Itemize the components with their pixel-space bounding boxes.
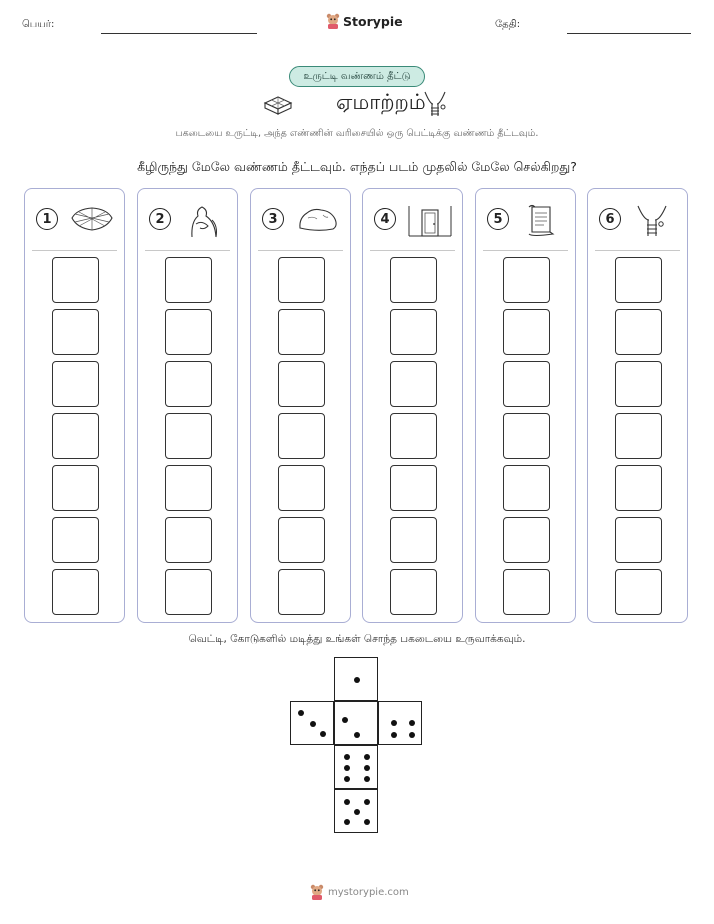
color-box[interactable] [615,465,662,511]
dice-pip [344,754,350,760]
dice-pip [364,819,370,825]
column-number: 2 [149,208,171,230]
color-box[interactable] [165,257,212,303]
color-box[interactable] [52,257,99,303]
dice-pip [298,710,304,716]
color-box[interactable] [503,309,550,355]
instruction-text: பகடையை உருட்டி, அந்த எண்ணின் வரிசையில் ஒரு பெட்டிக்கு வண்ணம் தீட்டவும். [175,128,539,139]
color-box[interactable] [278,465,325,511]
color-box[interactable] [52,361,99,407]
column-number: 4 [374,208,396,230]
dice-pip [409,720,415,726]
color-box[interactable] [503,257,550,303]
person-hand-on-chest-icon [182,204,228,238]
color-box[interactable] [165,517,212,563]
column-6 [587,188,688,623]
color-box[interactable] [52,517,99,563]
color-box[interactable] [52,465,99,511]
dice-face-6 [334,745,378,789]
dice-pip [391,732,397,738]
color-box[interactable] [390,465,437,511]
dice-net[interactable] [290,657,424,835]
dice-pip [310,721,316,727]
dice-instruction-text: வெட்டி, கோடுகளில் மடித்து உங்கள் சொந்த பகடையை உருவாக்கவும். [188,633,526,645]
column-number: 3 [262,208,284,230]
name-label: பெயர்: [22,19,55,30]
page-title: ஏமாற்றம் [336,90,426,114]
dice-face-2 [334,701,378,745]
color-box[interactable] [390,569,437,615]
date-line[interactable] [567,33,691,34]
color-box[interactable] [615,257,662,303]
quilt-icon [69,204,115,236]
color-box[interactable] [615,413,662,459]
color-box[interactable] [615,309,662,355]
footer-url: mystorypie.com [328,886,409,898]
dice-face-3 [290,701,334,745]
scroll-icon [520,204,566,238]
column-number: 1 [36,208,58,230]
color-box[interactable] [165,361,212,407]
dice-pip [320,731,326,737]
color-box[interactable] [165,309,212,355]
dice-pip [344,799,350,805]
brand-logo [326,13,403,29]
color-box[interactable] [52,309,99,355]
name-line[interactable] [101,33,257,34]
dice-face-1 [334,657,378,701]
color-box[interactable] [390,361,437,407]
color-box[interactable] [278,257,325,303]
dice-pip [354,677,360,683]
open-door-icon [407,204,453,238]
activity-badge: உருட்டி வண்ணம் தீட்டு [289,66,425,87]
color-box[interactable] [503,517,550,563]
dice-pip [342,717,348,723]
question-text: கீழிருந்து மேலே வண்ணம் தீட்டவும். எந்தப் படம் முதலில் மேலே செல்கிறது? [137,159,577,174]
color-box[interactable] [278,361,325,407]
column-1 [24,188,125,623]
bear-mascot-icon [310,884,324,900]
color-box[interactable] [165,413,212,459]
dice-pip [344,765,350,771]
color-box[interactable] [503,413,550,459]
column-number: 6 [599,208,621,230]
bear-mascot-icon [326,13,340,29]
dice-face-5 [334,789,378,833]
column-4 [362,188,463,623]
dice-face-4 [378,701,422,745]
color-box[interactable] [390,413,437,459]
column-number: 5 [487,208,509,230]
color-box[interactable] [615,517,662,563]
color-box[interactable] [52,413,99,459]
color-box[interactable] [615,569,662,615]
neck-wound-icon [421,90,449,120]
color-box[interactable] [503,361,550,407]
color-box[interactable] [390,517,437,563]
dice-pip [344,776,350,782]
color-box[interactable] [503,569,550,615]
color-box[interactable] [52,569,99,615]
dice-pip [364,776,370,782]
brand-name: Storypie [343,13,403,29]
neck-wound-icon [632,204,678,238]
column-2 [137,188,238,623]
color-box[interactable] [278,413,325,459]
color-box[interactable] [503,465,550,511]
color-box[interactable] [278,309,325,355]
color-box[interactable] [165,465,212,511]
color-box[interactable] [278,517,325,563]
dice-pip [344,819,350,825]
color-box[interactable] [278,569,325,615]
rock-icon [295,204,341,236]
dice-pip [364,765,370,771]
color-box[interactable] [390,309,437,355]
color-box[interactable] [390,257,437,303]
color-box[interactable] [165,569,212,615]
quilt-icon [262,95,294,117]
column-5 [475,188,576,623]
dice-pip [354,809,360,815]
dice-pip [409,732,415,738]
footer [310,884,409,900]
dice-pip [364,754,370,760]
dice-pip [364,799,370,805]
dice-pip [391,720,397,726]
column-3 [250,188,351,623]
color-box[interactable] [615,361,662,407]
date-label: தேதி: [495,19,521,30]
dice-pip [354,732,360,738]
